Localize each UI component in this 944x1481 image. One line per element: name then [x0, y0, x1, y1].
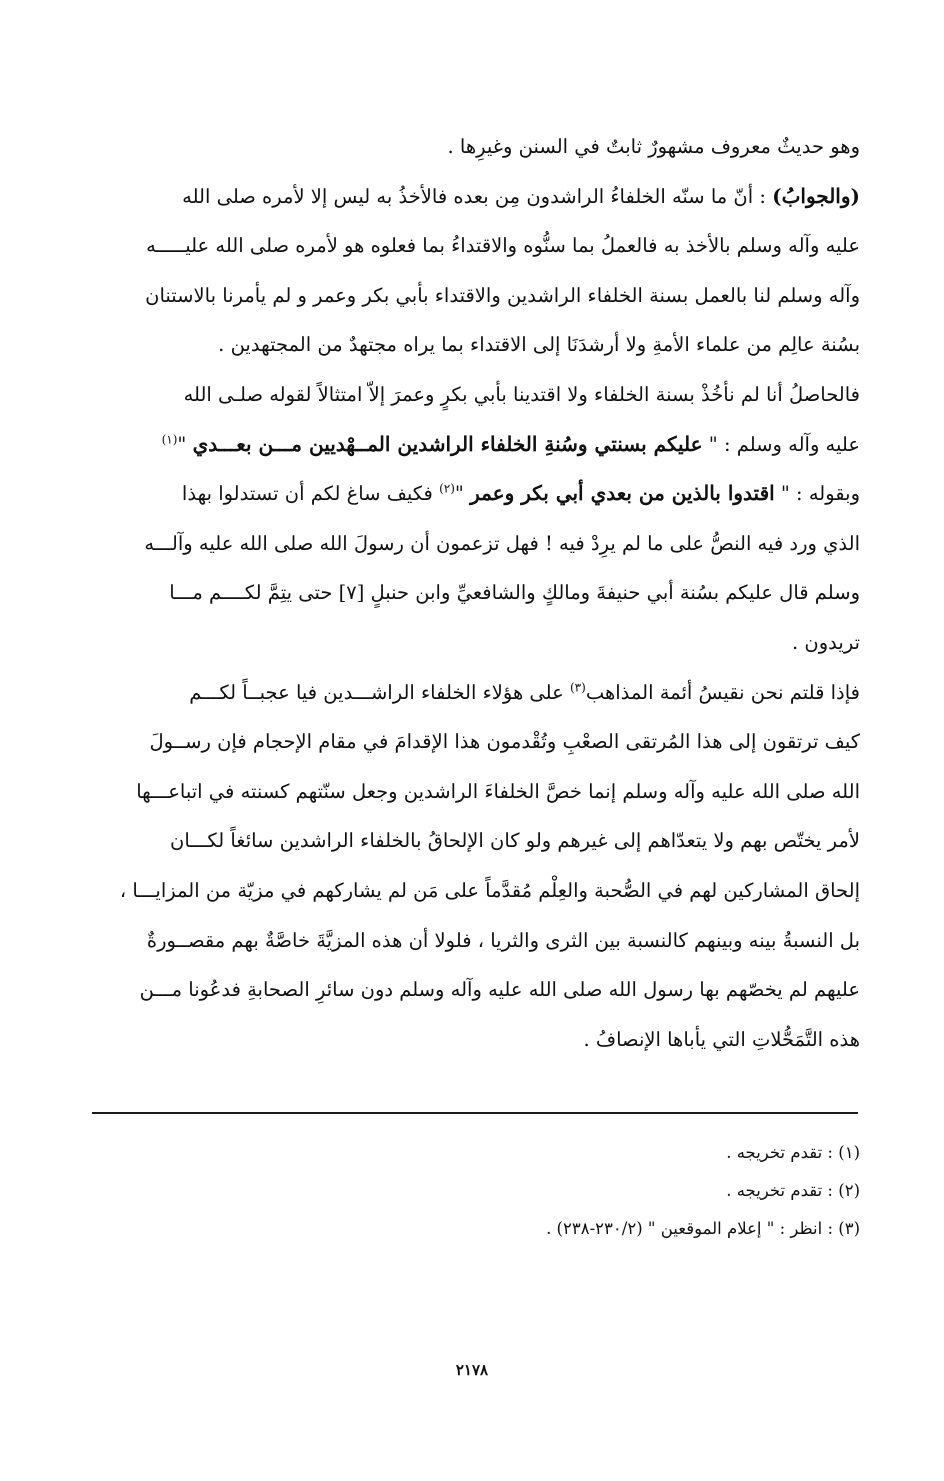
text-span: " [454, 482, 471, 506]
text-line [88, 469, 860, 519]
main-text [88, 122, 860, 1064]
text-span: عليه وآله وسلم : " [702, 432, 860, 456]
footnotes [88, 1134, 860, 1248]
text-span: على هؤلاء الخلفاء الراشـــدين فيا عجبــاً لكـــم [189, 680, 570, 704]
footnote-separator [92, 1112, 858, 1114]
footnote-ref: (٢) [439, 481, 455, 496]
text-span: وبقوله : " [774, 482, 860, 506]
text-line [88, 172, 860, 222]
text-line: عليه وآله وسلم بالأخذ به فالعملُ بما سنُّوه والاقتداءُ بما فعلوه هو لأمره صلى الله عليـــــه [146, 234, 860, 258]
text-span: فإذا قلتم نحن نقيسُ أئمة المذاهب [585, 680, 860, 704]
text-line: إلحاق المشاركين لهم في الصُّحبة والعِلْم مُقدَّماً على مَن لم يشاركهم في مزيّة من المزايـــا ، [119, 878, 860, 902]
text-line: بسُنة عالِم من علماء الأمةِ ولا أرشدَنَا إلى الاقتداء بما يراه مجتهدٌ من المجتهدين . [218, 333, 860, 357]
footnote: (١) : تقدم تخريجه . [726, 1143, 860, 1162]
footnote: (٣) : انظر : " إعلام الموقعين " (٢٣٠/٢-٢٣٨) . [546, 1219, 860, 1238]
text-span: : أنّ ما سنّه الخلفاءُ الراشدون مِن بعده فالأخذُ به ليس إلا لأمره صلى الله [182, 184, 773, 208]
page-number: ٢١٧٨ [455, 1361, 489, 1379]
text-line: وآله وسلم لنا بالعمل بسنة الخلفاء الراشدين والاقتداء بأبي بكر وعمر و لم يأمرنا بالاستنان [145, 283, 860, 307]
text-line: وهو حديثٌ معروف مشهورٌ ثابتٌ في السنن وغيرِها . [447, 135, 860, 158]
text-span: فكيف ساغ لكم أن تستدلوا بهذا [181, 482, 440, 506]
text-line: تريدون . [792, 630, 860, 654]
text-line [88, 420, 860, 470]
text-span: " [177, 432, 193, 456]
hadith-quote: عليكم بسنتي وسُنةِ الخلفاء الراشدين المــهْديين مـــن بعـــدي [192, 431, 703, 456]
text-line: الله صلى الله عليه وآله وسلم إنما خصَّ الخلفاءَ الراشدين وجعل سنّتهم كسنته في اتباعـــها [136, 779, 860, 803]
footnote: (٢) : تقدم تخريجه . [726, 1181, 860, 1200]
text-line: كيف ترتقون إلى هذا المُرتقى الصعْبِ وتُقْدمون هذا الإقدامَ في مقام الإحجام فإن رســولَ [149, 730, 860, 754]
text-line: الذي ورد فيه النصُّ على ما لم يرِدْ فيه ! فهل تزعمون أن رسولَ الله صلى الله عليه وآلـــه [144, 531, 860, 555]
text-line: عليهم لم يخصّهم بها رسول الله صلى الله عليه وآله وسلم دون سائرِ الصحابةِ فدعُونا مـــن [139, 978, 860, 1002]
text-line [88, 668, 860, 718]
footnote-ref: (٣) [569, 680, 586, 695]
text-line: بل النسبةُ بينه وبينهم كالنسبة بين الثرى والثريا ، فلولا أن هذه المزيَّةَ خاصَّةٌ بهم مقصــورةٌ [146, 928, 860, 952]
hadith-quote: اقتدوا بالذين من بعدي أبي بكر وعمر [470, 481, 775, 506]
text-line: لأمر يختّص بهم ولا يتعدّاهم إلى غيرهم ولو كان الإلحاقُ بالخلفاء الراشدين سائغاً لكـــان [170, 829, 860, 853]
answer-heading: (والجوابُ) [772, 183, 860, 208]
text-line: هذه التَّمَحُّلاتِ التي يأباها الإنصافُ . [583, 1027, 860, 1051]
text-line: وسلم قال عليكم بسُنة أبي حنيفةَ ومالكٍ والشافعيِّ وابن حنبلٍ [٧] حتى يتِمَّ لكــــم مـــا [169, 581, 860, 605]
footnote-ref: (١) [161, 432, 178, 447]
text-line: فالحاصلُ أنا لم نأخُذْ بسنة الخلفاء ولا اقتدينا بأبي بكرٍ وعمرَ إلاّ امتثالاً لقوله صلـى الله [183, 382, 860, 406]
